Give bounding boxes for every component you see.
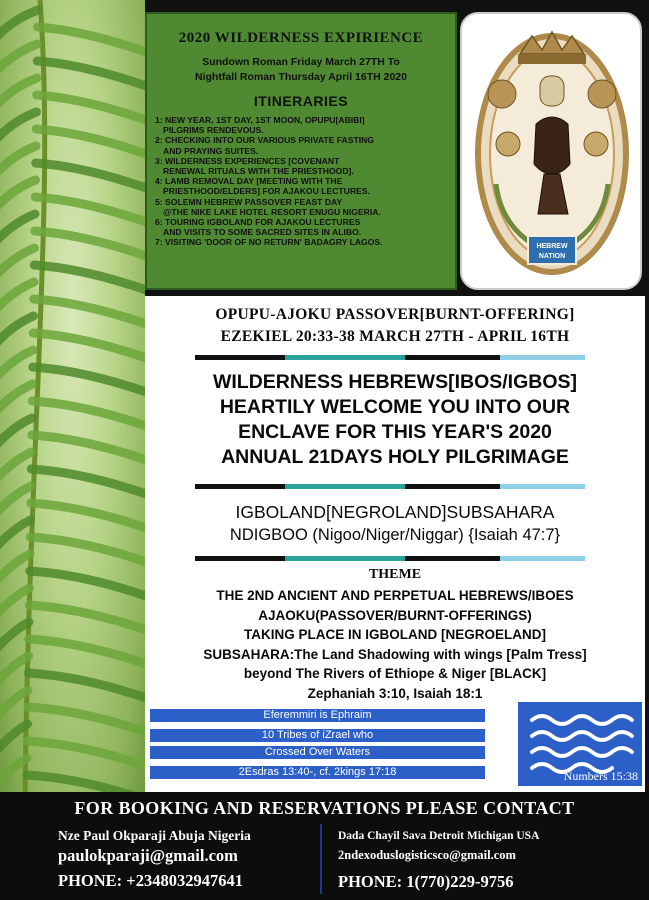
palm-frond [0, 418, 32, 452]
palm-frond [0, 180, 36, 214]
palm-frond [0, 44, 38, 78]
itinerary-item: 1: NEW YEAR, 1ST DAY, 1ST MOON, OPUPU[ABIBI] [155, 115, 365, 125]
footer-divider [320, 824, 322, 894]
hebrew-nation-crest-logo [460, 12, 642, 290]
palm-frond [33, 333, 145, 363]
palm-frond [27, 741, 145, 771]
palm-frond [0, 316, 34, 350]
theme-text: THE 2ND ANCIENT AND PERPETUAL HEBREWS/IBOES AJAOKU(PASSOVER/BURNT-OFFERINGS) TAKING PLACE IN IGBOLAND [NEGROELAND] SUBSAHARA:The Land Shadowing with wings [Palm Tress] beyond The Rivers of Ethiope & Niger [BLACK] Zephaniah 3:10, Isaiah 18:1 [203, 588, 587, 701]
passover-dates: EZEKIEL 20:33-38 MARCH 27TH - APRIL 16TH [220, 328, 570, 345]
palm-frond [33, 367, 145, 397]
ephraim-line: Eferemmiri is Ephraim [150, 709, 485, 722]
itinerary-item: AND PRAYING SUITES. [163, 145, 259, 156]
divider-bar [195, 355, 285, 360]
contact-footer [0, 792, 649, 900]
contact-right-phone: PHONE: 1(770)229-9756 [338, 872, 514, 891]
palm-frond [28, 707, 145, 737]
itinerary-list [153, 115, 449, 248]
itinerary-item: RENEWAL RITUALS WITH THE PRIESTHOOD]. [163, 166, 354, 177]
igboland-line: IGBOLAND[NEGROLAND]SUBSAHARA [235, 502, 555, 522]
contact-left-email: paulokparaji@gmail.com [58, 846, 238, 865]
numbers-reference: Numbers 15:38 [563, 769, 638, 783]
tribes-line: 10 Tribes of iZrael who [150, 729, 485, 742]
theme-heading: THEME [368, 567, 422, 582]
esdras-ref-line: 2Esdras 13:40-, cf. 2kings 17:18 [150, 766, 485, 779]
contact-left [58, 828, 318, 891]
ndigboo-line: NDIGBOO (Nigoo/Niger/Niggar) {Isaiah 47:7} [229, 526, 561, 544]
crossed-waters-line: Crossed Over Waters [150, 746, 485, 759]
main-content-panel [145, 296, 645, 792]
palm-frond [36, 163, 145, 193]
palm-frond [30, 537, 145, 567]
palm-frond [38, 27, 145, 57]
palm-frond [29, 605, 145, 635]
contact-right-email: 2ndexoduslogisticsco@gmail.com [338, 848, 516, 862]
palm-frond [27, 775, 145, 792]
palm-frond [34, 265, 145, 295]
palm-frond [0, 146, 36, 180]
itinerary-item: 6: TOURING IGBOLAND FOR AJAKOU LECTURES [155, 217, 361, 228]
palm-frond [31, 469, 145, 499]
palm-leaves-image [0, 0, 145, 792]
palm-frond [37, 61, 145, 91]
itinerary-item: PILGRIMS RENDEVOUS. [163, 125, 264, 136]
welcome-message: WILDERNESS HEBREWS[IBOS/IGBOS] HEARTILY WELCOME YOU INTO OUR ENCLAVE FOR THIS YEAR'S 2020 ANNUAL 21DAYS HOLY PILGRIMAGE [212, 371, 578, 468]
palm-frond [29, 639, 145, 669]
event-title: 2020 WILDERNESS EXPIRIENCE [178, 30, 424, 46]
palm-frond [35, 231, 145, 261]
palm-frond [0, 112, 37, 146]
contact-left-name: Nze Paul Okparaji Abuja Nigeria [58, 828, 251, 843]
palm-frond [28, 673, 145, 703]
palm-frond [36, 129, 145, 159]
palm-frond [35, 197, 145, 227]
itinerary-item: 7: VISITING 'DOOR OF NO RETURN' BADAGRY LAGOS. [155, 237, 383, 248]
itinerary-item: PRIESTHOOD/ELDERS] FOR AJAKOU LECTURES. [163, 186, 370, 197]
contact-left-phone: PHONE: +2348032947641 [58, 871, 243, 890]
palm-frond [37, 95, 145, 125]
itinerary-item: @THE NIKE LAKE HOTEL RESORT ENUGU NIGERIA. [163, 206, 381, 217]
itinerary-item: AND VISITS TO SOME SACRED SITES IN ALIBO. [163, 227, 362, 238]
palm-frond [0, 282, 34, 316]
palm-frond [0, 384, 33, 418]
svg-text:NATION: NATION [538, 253, 566, 260]
itinerary-item: 5: SOLEMN HEBREW PASSOVER FEAST DAY [155, 196, 343, 207]
divider-bar [195, 484, 285, 489]
palm-frond [0, 78, 37, 112]
waves-emblem [518, 702, 642, 786]
itinerary-item: 2: CHECKING INTO OUR VARIOUS PRIVATE FASTING [155, 135, 374, 146]
itinerary-item: 4: LAMB REMOVAL DAY [MEETING WITH THE [155, 176, 343, 187]
palm-frond [32, 401, 145, 431]
palm-frond [0, 350, 33, 384]
divider-bar [195, 556, 285, 561]
contact-right [338, 828, 638, 892]
booking-heading: FOR BOOKING AND RESERVATIONS PLEASE CONTACT [74, 798, 575, 818]
itinerary-panel [145, 12, 457, 290]
contact-right-name: Dada Chayil Sava Detroit Michigan USA [338, 830, 540, 842]
crest-banner-text: HEBREW [536, 243, 568, 250]
passover-title: OPUPU-AJOKU PASSOVER[BURNT-OFFERING] [215, 306, 575, 323]
palm-frond [30, 571, 145, 601]
palm-frond [34, 299, 145, 329]
palm-frond [0, 214, 35, 248]
event-dates: Sundown Roman Friday March 27TH To Nightfall Roman Thursday April 16TH 2020 [195, 56, 407, 83]
itineraries-heading: ITINERARIES [253, 93, 349, 109]
palm-frond [0, 10, 38, 44]
itinerary-item: 3: WILDERNESS EXPERIENCES [COVENANT [155, 155, 340, 166]
palm-frond [32, 435, 145, 465]
palm-frond [0, 248, 35, 282]
palm-frond [31, 503, 145, 533]
